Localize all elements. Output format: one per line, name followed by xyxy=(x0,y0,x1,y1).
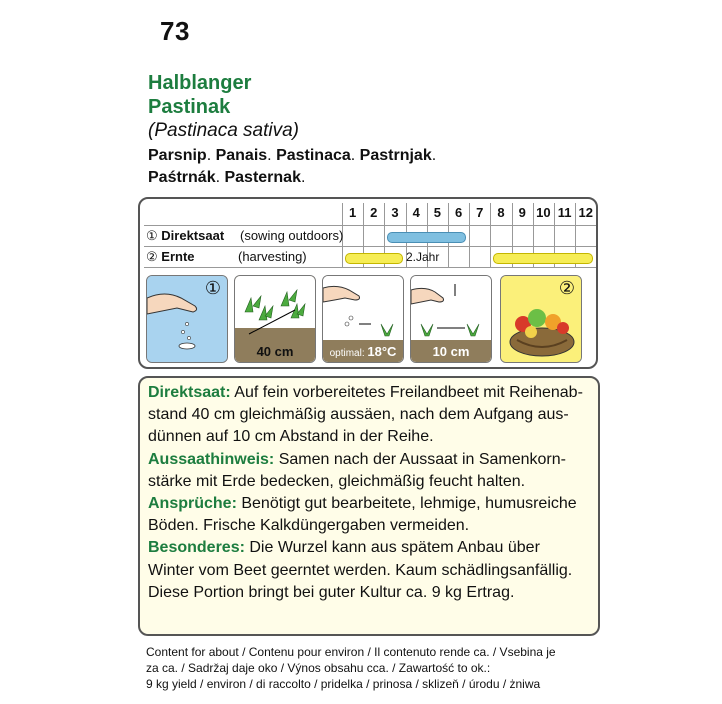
month-8: 8 xyxy=(497,205,505,220)
month-divider xyxy=(490,203,491,267)
content-info xyxy=(146,644,606,692)
instruction-heading: Aussaathinweis: xyxy=(148,450,275,468)
common-name: Panais xyxy=(215,147,268,164)
latin-name: (Pastinaca sativa) xyxy=(148,120,300,141)
content-info-line: 9 kg yield / environ / di raccolto / pridelka / prinosa / sklizeň / úrodu / żniwa xyxy=(146,677,541,691)
row-label: Ernte xyxy=(161,249,195,264)
instruction-heading: Besonderes: xyxy=(148,539,245,557)
month-3: 3 xyxy=(391,205,399,220)
calendar-row-label xyxy=(146,228,344,244)
name-separator: . xyxy=(206,147,216,164)
common-names-line1 xyxy=(148,147,436,165)
illustration-sowing-hand xyxy=(146,275,228,363)
germination-caption-prefix: optimal: xyxy=(329,348,365,359)
germination-temperature: 18°C xyxy=(367,344,397,359)
month-5: 5 xyxy=(433,205,441,220)
month-9: 9 xyxy=(518,205,526,220)
harvest-period-bar xyxy=(493,253,593,264)
month-1: 1 xyxy=(348,205,357,220)
instruction-line: Winter vom Beet geerntet werden. Kaum schädlingsanfällig. xyxy=(148,561,573,579)
title-line1: Halblanger xyxy=(148,72,252,94)
common-name: Pastinaca xyxy=(276,147,351,164)
instruction-text: Auf fein vorbereitetes Freilandbeet mit Reihenab- xyxy=(230,384,583,401)
illustration-row-spacing xyxy=(234,275,316,363)
month-11: 11 xyxy=(557,205,572,220)
row-divider xyxy=(144,267,596,268)
instruction-line: Böden. Frische Kalkdüngergaben vermeiden. xyxy=(148,517,470,535)
instruction-paragraph xyxy=(148,537,590,559)
row-marker: ② xyxy=(146,249,162,264)
instruction-paragraph xyxy=(148,382,590,404)
row-sublabel: (sowing outdoors) xyxy=(240,228,344,243)
instruction-paragraph xyxy=(148,449,590,471)
content-info-line: Content for about / Contenu pour environ / Il contenuto rende ca. / Vsebina je xyxy=(146,645,556,659)
thinning-caption: 10 cm xyxy=(432,344,470,359)
sowing-period-bar xyxy=(387,232,466,243)
instruction-text: Die Wurzel kann aus spätem Anbau über xyxy=(244,539,540,557)
row-spacing-caption: 40 cm xyxy=(256,344,294,359)
content-info-line: za ca. / Sadržaj daje oko / Výnos obsahu cca. / Zawartość to ok.: xyxy=(146,661,491,675)
month-divider xyxy=(469,203,470,267)
month-10: 10 xyxy=(536,205,551,220)
month-divider xyxy=(596,203,597,267)
packet-number: 73 xyxy=(160,16,190,46)
harvest-marker: ② xyxy=(558,278,575,298)
common-name: Parsnip xyxy=(148,147,207,164)
month-4: 4 xyxy=(412,205,420,220)
instruction-line: stärke mit Erde bedecken, gleichmäßig feucht halten. xyxy=(148,472,526,490)
row-sublabel: (harvesting) xyxy=(238,249,307,264)
instructions-box xyxy=(138,376,600,636)
common-name: Paśtrnák xyxy=(148,169,216,186)
second-year-note: 2.Jahr xyxy=(406,250,440,264)
sowing-calendar xyxy=(138,197,598,369)
common-name: Pastrnjak xyxy=(359,147,432,164)
title-line2: Pastinak xyxy=(148,96,231,118)
common-name: Pasternak xyxy=(224,169,301,186)
name-separator: . xyxy=(350,147,360,164)
illustration-thinning xyxy=(410,275,492,363)
germination-caption xyxy=(323,344,403,359)
calendar-row-label xyxy=(146,249,307,265)
month-2: 2 xyxy=(370,205,378,220)
name-separator: . xyxy=(300,169,306,186)
row-divider xyxy=(144,225,596,226)
instruction-line: stand 40 cm gleichmäßig aussäen, nach dem Aufgang aus- xyxy=(148,406,569,424)
harvest-period-bar xyxy=(345,253,403,264)
month-12: 12 xyxy=(578,205,594,220)
name-separator: . xyxy=(267,147,277,164)
sow-marker: ① xyxy=(204,278,221,298)
month-7: 7 xyxy=(476,205,484,220)
instruction-heading: Ansprüche: xyxy=(148,495,237,513)
row-marker: ① xyxy=(146,228,162,243)
illustration-harvest-basket xyxy=(500,275,582,363)
instruction-heading: Direktsaat: xyxy=(148,384,231,401)
illustration-germination xyxy=(322,275,404,363)
instruction-text: Samen nach der Aussaat in Samenkorn- xyxy=(274,450,566,468)
name-separator: . xyxy=(431,147,437,164)
row-divider xyxy=(144,246,596,247)
common-names-line2 xyxy=(148,169,305,187)
instruction-text: Benötigt gut bearbeitete, lehmige, humusreiche xyxy=(236,495,577,513)
instruction-paragraph xyxy=(148,493,590,515)
instruction-line: Diese Portion bringt bei guter Kultur ca. 9 kg Ertrag. xyxy=(148,583,515,601)
instruction-line: dünnen auf 10 cm Abstand in der Reihe. xyxy=(148,428,434,446)
name-separator: . xyxy=(215,169,225,186)
month-6: 6 xyxy=(454,205,463,220)
row-label: Direktsaat xyxy=(161,228,225,243)
